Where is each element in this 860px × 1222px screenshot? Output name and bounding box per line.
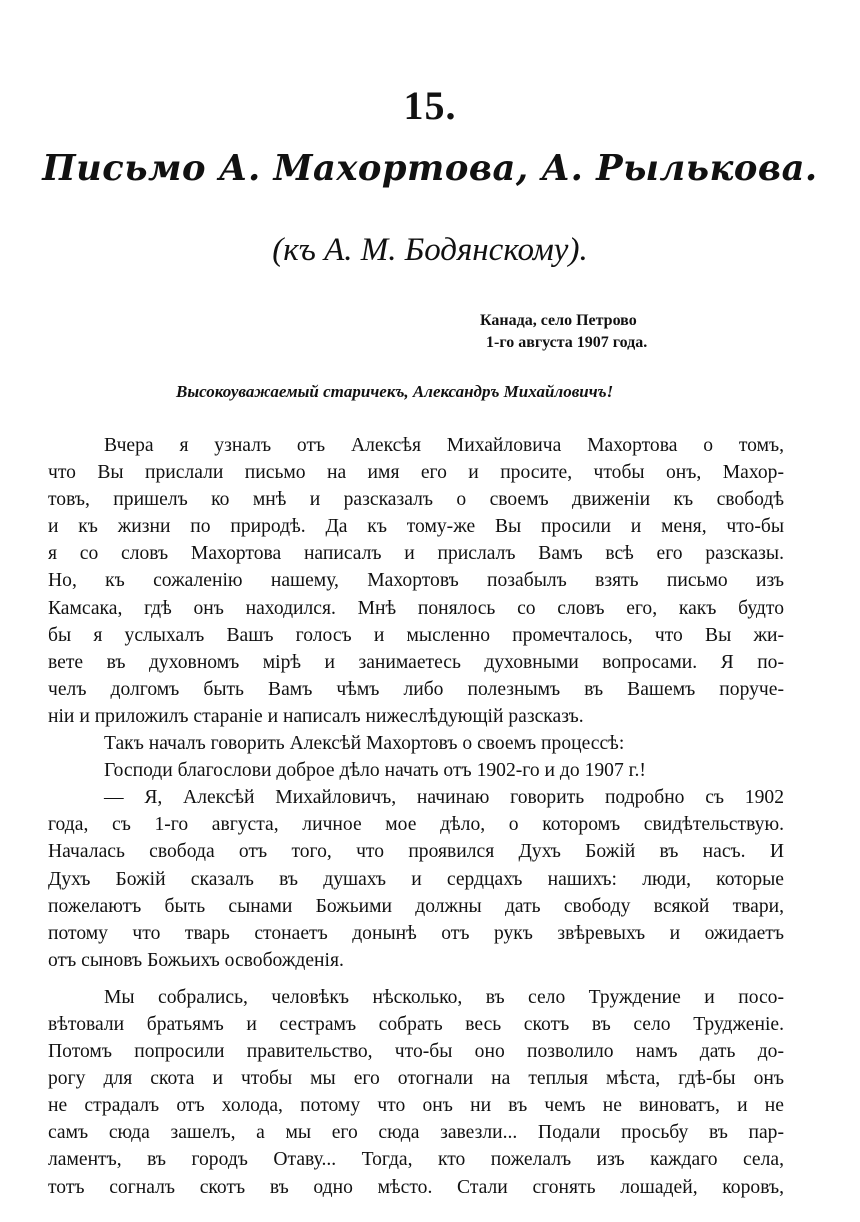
text-line: потому что тварь стонаетъ донынѣ отъ рукъ звѣревыхъ и ожидаетъ [48, 922, 784, 944]
letter-body [48, 432, 784, 1201]
text-line: и къ жизни по природѣ. Да къ тому-же Вы просили и меня, что-бы [48, 516, 784, 538]
text-line: Мы собрались, человѣкъ нѣсколько, въ село Труждение и посо- [104, 986, 784, 1008]
letter-title: Письмо А. Махортова, А. Рылькова. [42, 148, 818, 189]
text-line: Вчера я узналъ отъ Алексѣя Михайловича Махортова о томъ, [104, 435, 784, 456]
text-line: рогу для скота и чтобы мы его отогнали на теплыя мѣста, гдѣ-бы онъ [48, 1068, 784, 1090]
letter-subtitle: (къ А. М. Бодянскому). [272, 232, 588, 268]
text-line: нiи и приложилъ старанiе и написалъ нижеслѣдующiй разсказъ. [48, 705, 584, 727]
place-date-block [480, 310, 720, 354]
paragraph [48, 730, 784, 757]
text-line: ламентъ, въ городъ Отаву... Тогда, кто пожелалъ изъ каждаго села, [48, 1149, 784, 1171]
text-line: — Я, Алексѣй Михайловичъ, начинаю говорить подробно съ 1902 [104, 787, 784, 809]
paragraph [48, 784, 784, 974]
paragraph-gap [48, 974, 784, 984]
text-line: Такъ началъ говорить Алексѣй Махортовъ о своемъ процессѣ: [104, 733, 625, 755]
text-line: челъ долгомъ быть Вамъ чѣмъ либо полезнымъ въ Вашемъ поруче- [48, 678, 784, 700]
text-line: Но, къ сожаленiю нашему, Махортовъ позабылъ взять письмо изъ [48, 570, 784, 592]
text-line: пожелаютъ быть сынами Божьими должны дать свободу всякой твари, [48, 895, 784, 917]
text-line: года, съ 1-го августа, личное мое дѣло, о которомъ свидѣтельствую. [48, 814, 784, 836]
text-line: тотъ согналъ скотъ въ одно мѣсто. Стали сгонять лошадей, коровъ, [48, 1176, 784, 1198]
text-line: отъ сыновъ Божьихъ освобожденiя. [48, 949, 344, 971]
paragraph [48, 432, 784, 730]
text-line: что Вы прислали письмо на имя его и просите, чтобы онъ, Махор- [48, 462, 784, 484]
text-line: Камсака, гдѣ онъ находился. Мнѣ понялось со словъ его, какъ будто [48, 597, 784, 619]
text-line: я со словъ Махортова написалъ и прислалъ Вамъ всѣ его разсказы. [48, 543, 784, 565]
text-line: товъ, пришелъ ко мнѣ и разсказалъ о своемъ движенiи къ свободѣ [48, 489, 784, 511]
page-number: 15. [403, 83, 457, 128]
text-line: Началась свобода отъ того, что проявился Духъ Божiй въ насъ. И [48, 841, 784, 863]
paragraph [48, 984, 784, 1201]
text-line: Духъ Божiй сказалъ въ душахъ и сердцахъ нашихъ: люди, которые [48, 868, 784, 890]
text-line: Потомъ попросили правительство, что-бы оно позволило намъ дать до- [48, 1041, 784, 1063]
text-line: самъ сюда зашелъ, а мы его сюда завезли... Подали просьбу въ пар- [48, 1122, 784, 1144]
text-line: бы я услыхалъ Вашъ голосъ и мысленно промечталось, что Вы жи- [48, 624, 784, 646]
text-line: Господи благослови доброе дѣло начать отъ 1902-го и до 1907 г.! [104, 760, 646, 782]
letter-place: Канада, село Петрово [480, 312, 637, 329]
text-line: вѣтовали братьямъ и сестрамъ собрать весь скотъ въ село Трудженiе. [48, 1013, 784, 1035]
paragraph [48, 757, 784, 784]
letter-greeting: Высокоуважаемый старичекъ, Александръ Михайловичъ! [176, 382, 614, 401]
text-line: не страдалъ отъ холода, потому что онъ ни въ чемъ не виноватъ, и не [48, 1095, 784, 1117]
letter-date: 1-го августа 1907 года. [486, 334, 648, 351]
text-line: вете въ духовномъ мiрѣ и занимаетесь духовными вопросами. Я по- [48, 651, 784, 673]
